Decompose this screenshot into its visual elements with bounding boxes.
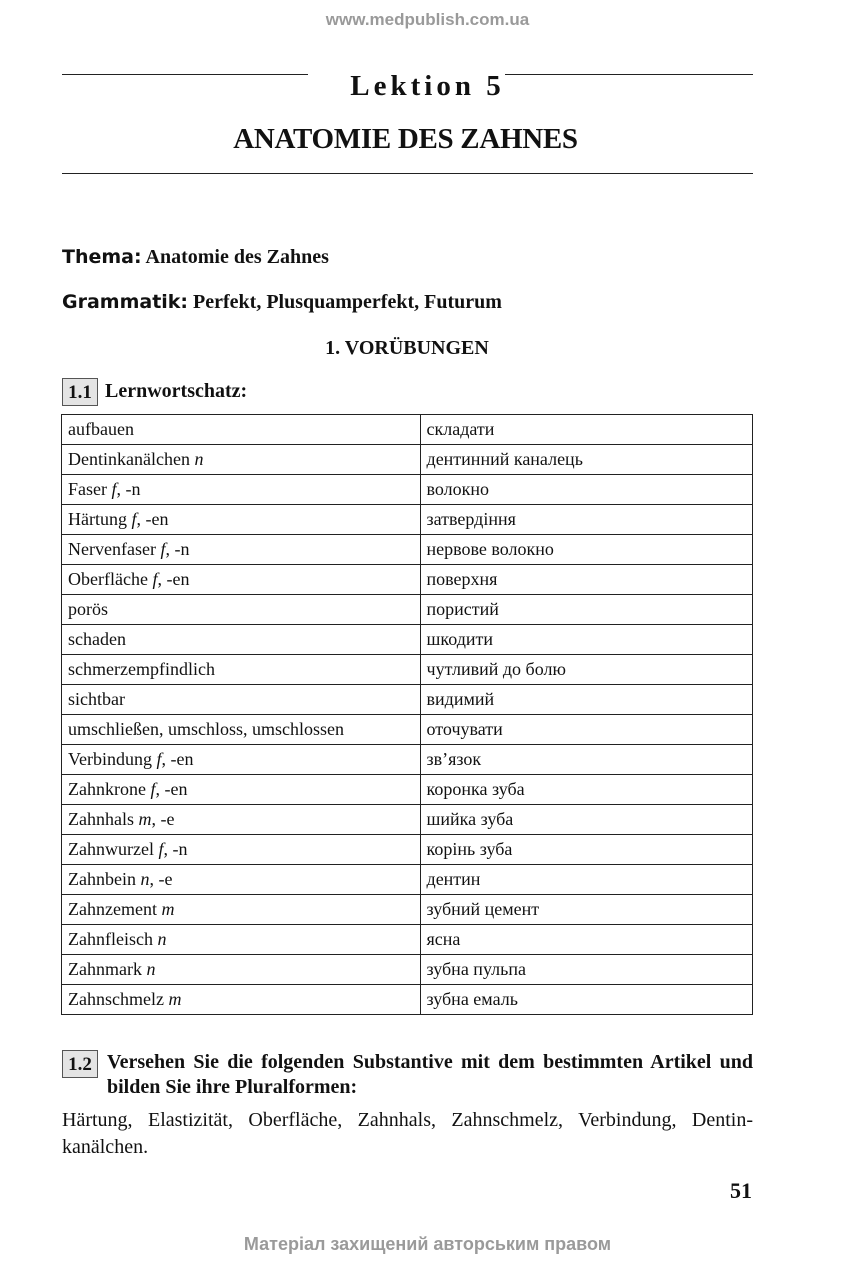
- topic-line: [62, 246, 329, 269]
- grammatical-gender: n: [140, 869, 150, 889]
- german-word: umschließen, umschloss, umschlossen: [68, 719, 344, 739]
- grammatical-gender: f: [156, 749, 162, 769]
- plural-suffix: , -e: [151, 809, 175, 829]
- translation-cell: шийка зуба: [420, 805, 752, 835]
- chapter-title: ANATOMIE DES ZAHNES: [233, 123, 578, 155]
- grammatical-gender: f: [158, 839, 164, 859]
- german-term-cell: [62, 985, 421, 1015]
- table-row: [62, 535, 753, 565]
- german-word: Oberfläche: [68, 569, 148, 589]
- german-term-cell: [62, 535, 421, 565]
- german-term-cell: [62, 715, 421, 745]
- grammatical-gender: n: [146, 959, 156, 979]
- grammatical-gender: m: [138, 809, 152, 829]
- german-word: Faser: [68, 479, 107, 499]
- german-term-cell: [62, 655, 421, 685]
- german-word: Nervenfaser: [68, 539, 156, 559]
- table-row: [62, 955, 753, 985]
- translation-cell: складати: [420, 415, 752, 445]
- german-term-cell: [62, 475, 421, 505]
- german-word: Zahnhals: [68, 809, 134, 829]
- table-row: [62, 415, 753, 445]
- table-row: [62, 475, 753, 505]
- grammatical-gender: n: [194, 449, 204, 469]
- site-url[interactable]: www.medpublish.com.ua: [325, 10, 530, 29]
- translation-cell: ясна: [420, 925, 752, 955]
- translation-cell: шкодити: [420, 625, 752, 655]
- german-word: Dentinkanälchen: [68, 449, 190, 469]
- grammatical-gender: f: [131, 509, 137, 529]
- task-title: Versehen Sie die folgenden Substantive mit dem bestimmten Artikel und bilden Sie ihre Pluralformen:: [107, 1051, 753, 1098]
- german-word: schmerzempfindlich: [68, 659, 215, 679]
- task-number-badge: 1.2: [62, 1050, 98, 1078]
- german-term-cell: [62, 625, 421, 655]
- grammatical-gender: n: [157, 929, 167, 949]
- translation-cell: затвердіння: [420, 505, 752, 535]
- plural-suffix: , -en: [155, 779, 188, 799]
- translation-cell: видимий: [420, 685, 752, 715]
- german-word: porös: [68, 599, 108, 619]
- vocabulary-table-body: [62, 415, 753, 1015]
- german-word: sichtbar: [68, 689, 125, 709]
- german-word: Zahnkrone: [68, 779, 146, 799]
- grammatical-gender: f: [160, 539, 166, 559]
- topic-value: Anatomie des Zahnes: [145, 246, 329, 268]
- grammatical-gender: f: [150, 779, 156, 799]
- german-term-cell: [62, 865, 421, 895]
- german-word: Zahnfleisch: [68, 929, 153, 949]
- table-row: [62, 775, 753, 805]
- german-term-cell: [62, 505, 421, 535]
- plural-suffix: , -n: [116, 479, 141, 499]
- plural-suffix: , -en: [161, 749, 194, 769]
- german-word: Zahnbein: [68, 869, 136, 889]
- grammar-key: Grammatik:: [62, 291, 189, 313]
- copyright-note: Матеріал захищений авторським правом: [243, 1234, 612, 1254]
- german-word: Verbindung: [68, 749, 152, 769]
- table-row: [62, 685, 753, 715]
- translation-cell: дентин: [420, 865, 752, 895]
- german-word: schaden: [68, 629, 126, 649]
- vocabulary-table: [61, 414, 753, 1015]
- plural-suffix: , -en: [136, 509, 169, 529]
- plural-suffix: , -n: [165, 539, 190, 559]
- table-row: [62, 445, 753, 475]
- topic-key: Thema:: [62, 246, 142, 268]
- german-word: Zahnzement: [68, 899, 157, 919]
- table-row: [62, 835, 753, 865]
- task-title: Lernwortschatz:: [105, 380, 248, 402]
- plural-suffix: , -en: [157, 569, 190, 589]
- table-row: [62, 565, 753, 595]
- german-word: Zahnmark: [68, 959, 142, 979]
- german-term-cell: [62, 955, 421, 985]
- table-row: [62, 985, 753, 1015]
- lesson-label: Lektion 5: [350, 70, 505, 102]
- grammatical-gender: m: [161, 899, 175, 919]
- german-word: Zahnwurzel: [68, 839, 154, 859]
- header-rule-bottom: [62, 173, 753, 174]
- plural-suffix: , -e: [149, 869, 173, 889]
- grammar-line: [62, 291, 502, 314]
- table-row: [62, 865, 753, 895]
- translation-cell: пористий: [420, 595, 752, 625]
- translation-cell: поверхня: [420, 565, 752, 595]
- translation-cell: зубна пульпа: [420, 955, 752, 985]
- translation-cell: коронка зуба: [420, 775, 752, 805]
- table-row: [62, 745, 753, 775]
- translation-cell: нервове волокно: [420, 535, 752, 565]
- table-row: [62, 625, 753, 655]
- grammatical-gender: m: [168, 989, 182, 1009]
- german-term-cell: [62, 775, 421, 805]
- german-term-cell: [62, 835, 421, 865]
- task-number-badge: 1.1: [62, 378, 98, 406]
- translation-cell: дентинний каналець: [420, 445, 752, 475]
- german-term-cell: [62, 745, 421, 775]
- translation-cell: зубний цемент: [420, 895, 752, 925]
- german-term-cell: [62, 445, 421, 475]
- grammar-value: Perfekt, Plusquamperfekt, Futurum: [193, 291, 502, 313]
- table-row: [62, 895, 753, 925]
- page-number: 51: [730, 1178, 752, 1203]
- translation-cell: оточувати: [420, 715, 752, 745]
- german-word: Zahnschmelz: [68, 989, 164, 1009]
- grammatical-gender: f: [111, 479, 117, 499]
- table-row: [62, 655, 753, 685]
- section-heading: 1. VORÜBUNGEN: [325, 337, 489, 359]
- german-term-cell: [62, 685, 421, 715]
- plural-suffix: , -n: [163, 839, 188, 859]
- german-term-cell: [62, 565, 421, 595]
- table-row: [62, 505, 753, 535]
- table-row: [62, 925, 753, 955]
- german-term-cell: [62, 415, 421, 445]
- german-word: aufbauen: [68, 419, 134, 439]
- grammatical-gender: f: [152, 569, 158, 589]
- table-row: [62, 595, 753, 625]
- task-body-text: Härtung, Elastizität, Oberfläche, Zahnhals, Zahnschmelz, Verbindung, Dentin-kanälchen.: [62, 1109, 753, 1158]
- german-term-cell: [62, 595, 421, 625]
- translation-cell: волокно: [420, 475, 752, 505]
- german-term-cell: [62, 895, 421, 925]
- german-word: Härtung: [68, 509, 127, 529]
- table-row: [62, 805, 753, 835]
- translation-cell: корінь зуба: [420, 835, 752, 865]
- translation-cell: зв’язок: [420, 745, 752, 775]
- german-term-cell: [62, 805, 421, 835]
- table-row: [62, 715, 753, 745]
- translation-cell: чутливий до болю: [420, 655, 752, 685]
- german-term-cell: [62, 925, 421, 955]
- translation-cell: зубна емаль: [420, 985, 752, 1015]
